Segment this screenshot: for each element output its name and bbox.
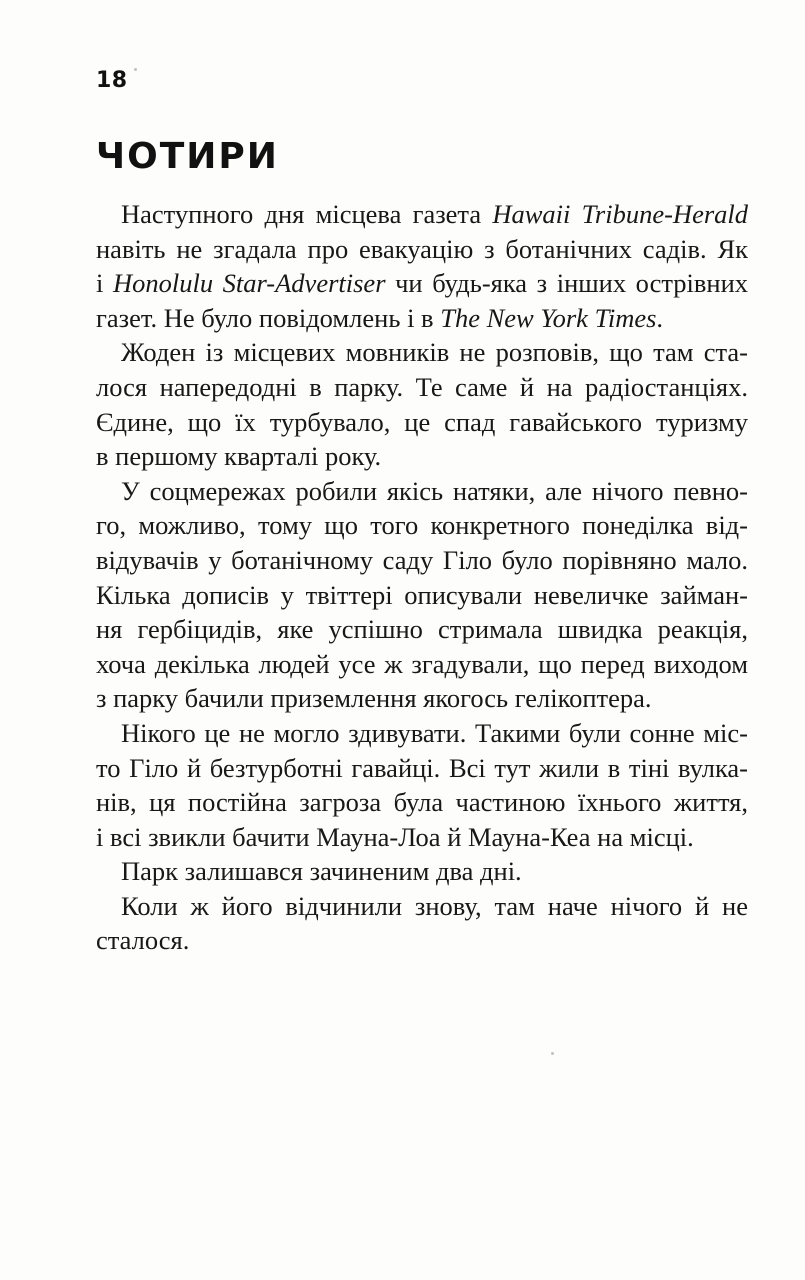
- text-run: нів, ця постійна загроза була частиною їхнього життя,: [96, 787, 748, 818]
- text-run: Коли ж його відчинили знову, там наче нічого й не: [121, 890, 748, 921]
- text-run: Нікого це не могло здивувати. Такими були сонне міс-: [121, 717, 748, 748]
- text-run: Жоден із місцевих мовників не розповів, що там ста-: [121, 337, 748, 368]
- paragraph-line: [96, 785, 748, 820]
- text-run: лося напередодні в парку. Те саме й на радіостанціях.: [96, 371, 748, 402]
- chapter-body: [96, 197, 748, 958]
- text-run: чи будь-яка з інших острівних: [385, 268, 748, 299]
- text-run: і всі звикли бачити Мауна-Лоа й Мауна-Кеа на місці.: [96, 821, 694, 852]
- paragraph-line: [96, 923, 748, 958]
- paragraph-line: [96, 301, 748, 336]
- chapter-title: ЧОТИРИ: [96, 136, 279, 177]
- paragraph-line: [96, 820, 748, 855]
- text-run: Кілька дописів у твіттері описували невеличке займан-: [96, 579, 748, 610]
- text-run: .: [656, 302, 664, 333]
- paragraph-line: [96, 508, 748, 543]
- text-run: то Гіло й безтурботні гавайці. Всі тут жили в тіні вулка-: [96, 752, 748, 783]
- page-number: 18: [96, 68, 128, 93]
- paragraph-line: [96, 889, 748, 924]
- paragraph-line: [96, 612, 748, 647]
- paragraph-line: [96, 716, 748, 751]
- paragraph-line: [96, 751, 748, 786]
- paragraph-line: [96, 370, 748, 405]
- text-run: ня гербіцидів, яке успішно стримала швидка реакція,: [96, 614, 748, 645]
- text-run: сталося.: [96, 925, 190, 956]
- paragraph-line: [96, 266, 748, 301]
- paper-speck: [551, 1052, 554, 1055]
- paragraph-line: [96, 335, 748, 370]
- text-run: хоча декілька людей усе ж згадували, що перед виходом: [96, 648, 748, 679]
- paragraph-line: [96, 681, 748, 716]
- newspaper-title: Honolulu Star-Advertiser: [112, 268, 386, 299]
- paragraph-line: [96, 854, 748, 889]
- paper-speck: [134, 68, 137, 71]
- text-run: і: [96, 268, 113, 299]
- paragraph-line: [96, 647, 748, 682]
- text-run: У соцмережах робили якісь натяки, але нічого певно-: [121, 475, 748, 506]
- text-run: Єдине, що їх турбувало, це спад гавайського туризму: [96, 406, 748, 437]
- text-run: Наступного дня місцева газета: [121, 199, 493, 229]
- text-run: з парку бачили приземлення якогось гелікоптера.: [96, 683, 652, 714]
- paragraph-line: [96, 474, 748, 509]
- text-run: відувачів у ботанічному саду Гіло було порівняно мало.: [96, 544, 748, 575]
- paragraph-line: [96, 232, 748, 267]
- newspaper-title: Hawaii Tribune-Herald: [492, 199, 749, 229]
- paragraph-line: [96, 197, 748, 232]
- text-run: газет. Не було повідомлень і в: [96, 302, 441, 333]
- paragraph-line: [96, 543, 748, 578]
- paragraph-line: [96, 578, 748, 613]
- paragraph-line: [96, 405, 748, 440]
- newspaper-title: The New York Times: [440, 302, 657, 333]
- text-run: в першому кварталі року.: [96, 441, 382, 472]
- paragraph-line: [96, 439, 748, 474]
- text-run: Парк залишався зачиненим два дні.: [121, 856, 522, 887]
- text-run: навіть не згадала про евакуацію з ботанічних садів. Як: [96, 233, 748, 264]
- text-run: го, можливо, тому що того конкретного понеділка від-: [96, 510, 748, 541]
